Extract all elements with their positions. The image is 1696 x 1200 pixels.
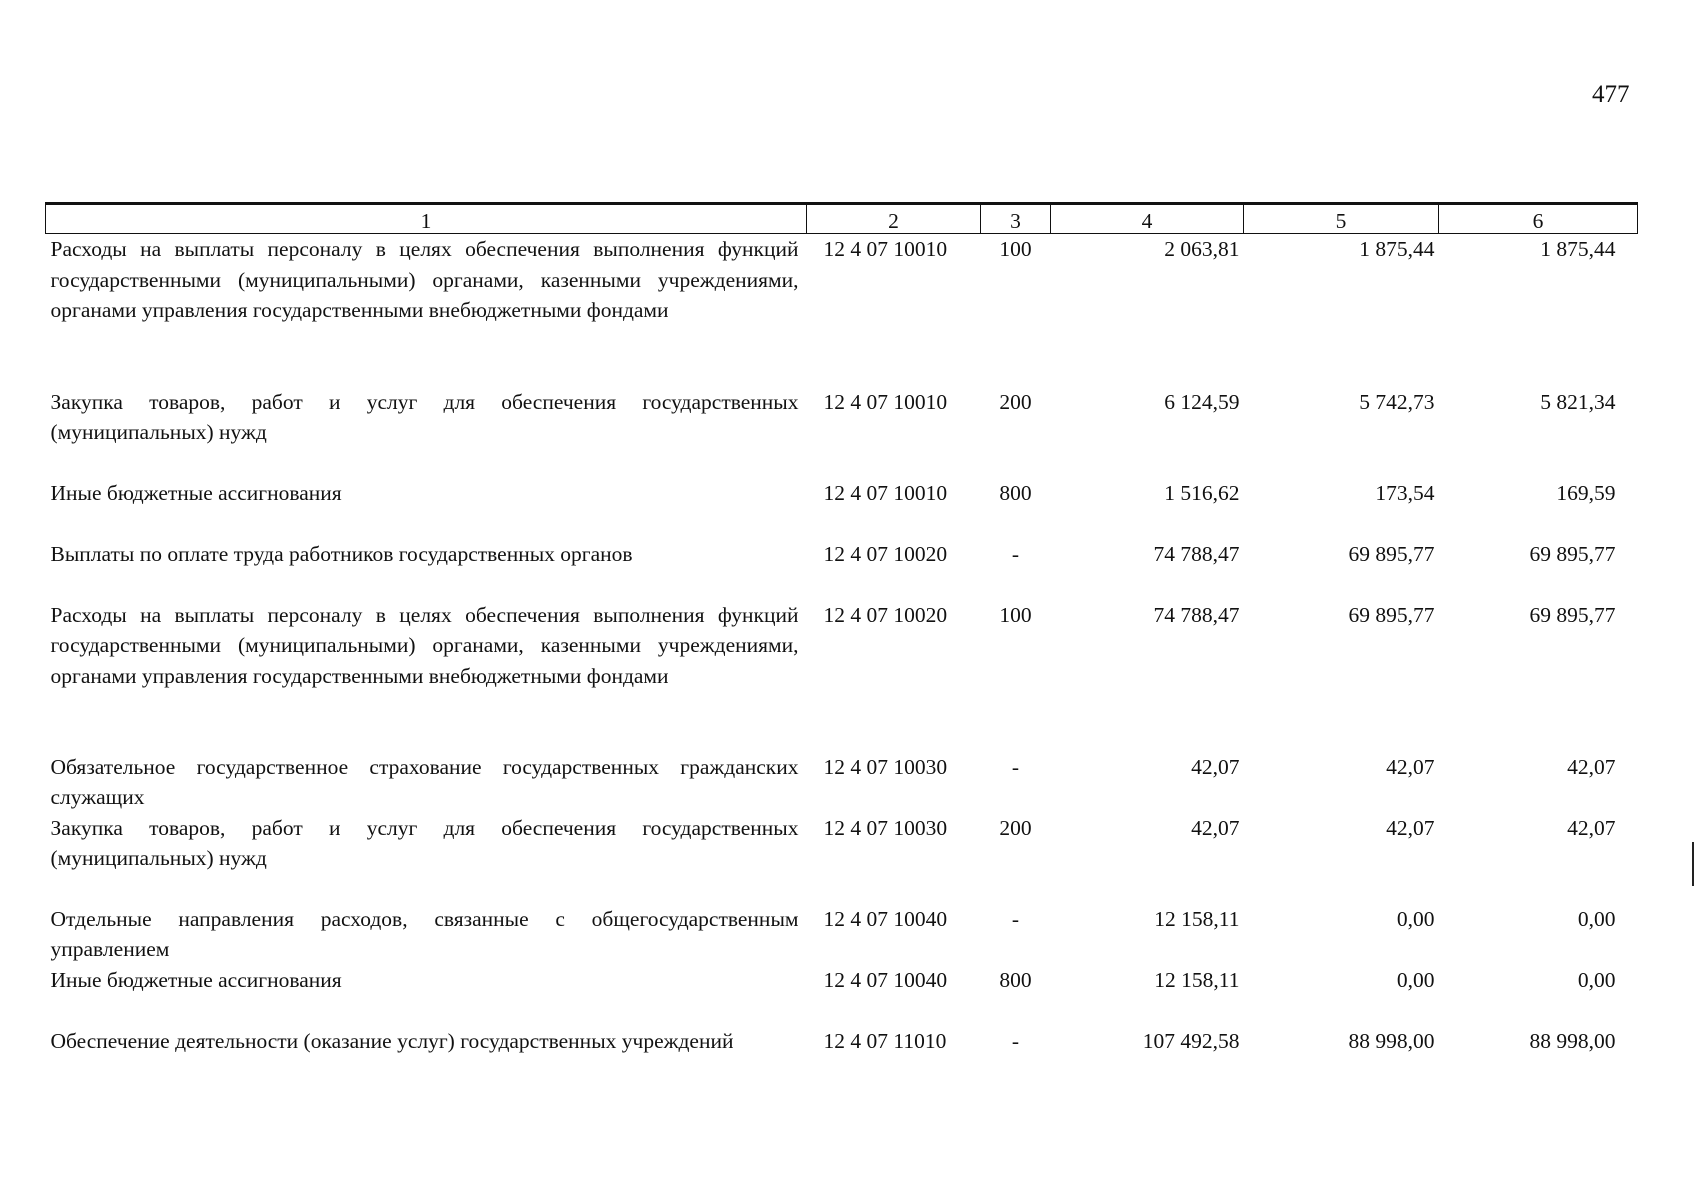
row-expense-type: - <box>1011 906 1020 931</box>
row-value-5: 88 998,00 <box>1348 1028 1435 1053</box>
row-code: 12 4 07 10030 <box>823 754 948 779</box>
budget-table <box>45 202 1638 1096</box>
row-value-6: 0,00 <box>1577 906 1616 931</box>
row-name: Обязательное государственное страхование государственных гражданских служащих <box>50 754 799 809</box>
table-row <box>46 478 1638 539</box>
row-name: Иные бюджетные ассигнования <box>50 480 342 505</box>
row-expense-type: - <box>1011 1028 1020 1053</box>
row-name: Отдельные направления расходов, связанные с общегосударственным управлением <box>50 906 799 961</box>
row-name: Расходы на выплаты персоналу в целях обеспечения выполнения функций государственными (муниципальными) органами, казенными учреждениями, органами управления государственными внебюджетными фондами <box>50 237 799 322</box>
row-value-5: 5 742,73 <box>1359 389 1435 414</box>
row-value-4: 42,07 <box>1191 815 1240 840</box>
row-value-5: 0,00 <box>1396 906 1435 931</box>
row-value-5: 42,07 <box>1386 754 1435 779</box>
row-code: 12 4 07 10010 <box>823 237 948 261</box>
header-col-6: 6 <box>1439 204 1638 234</box>
table-row <box>46 1026 1638 1096</box>
row-name: Иные бюджетные ассигнования <box>50 967 342 992</box>
row-expense-type: - <box>1011 541 1020 566</box>
row-value-5: 42,07 <box>1386 815 1435 840</box>
row-value-6: 88 998,00 <box>1529 1028 1616 1053</box>
row-code: 12 4 07 10020 <box>823 541 948 566</box>
header-col-1: 1 <box>46 204 807 234</box>
header-col-5: 5 <box>1244 204 1439 234</box>
row-expense-type: 200 <box>999 389 1032 414</box>
scan-edge-mark <box>1692 842 1694 886</box>
header-col-2: 2 <box>807 204 981 234</box>
row-code: 12 4 07 10010 <box>823 480 948 505</box>
row-value-6: 169,59 <box>1556 480 1616 505</box>
table-row <box>46 752 1638 813</box>
row-value-5: 69 895,77 <box>1348 602 1435 627</box>
row-value-4: 74 788,47 <box>1153 541 1240 566</box>
table-row <box>46 600 1638 752</box>
row-value-6: 1 875,44 <box>1540 237 1616 261</box>
row-value-4: 12 158,11 <box>1154 906 1240 931</box>
page-number: 477 <box>1592 81 1630 108</box>
table-row <box>46 234 1638 387</box>
row-value-6: 42,07 <box>1567 815 1616 840</box>
header-col-4: 4 <box>1051 204 1244 234</box>
row-name: Обеспечение деятельности (оказание услуг) государственных учреждений <box>50 1028 734 1053</box>
header-row <box>46 204 1638 234</box>
row-value-5: 0,00 <box>1396 967 1435 992</box>
row-value-6: 69 895,77 <box>1529 602 1616 627</box>
row-value-4: 74 788,47 <box>1153 602 1240 627</box>
header-col-3: 3 <box>981 204 1051 234</box>
row-value-4: 12 158,11 <box>1154 967 1240 992</box>
row-name: Выплаты по оплате труда работников государственных органов <box>50 541 633 566</box>
row-code: 12 4 07 10020 <box>823 602 948 627</box>
row-name: Закупка товаров, работ и услуг для обеспечения государственных (муниципальных) нужд <box>50 389 799 444</box>
row-value-5: 69 895,77 <box>1348 541 1435 566</box>
row-name: Расходы на выплаты персоналу в целях обеспечения выполнения функций государственными (муниципальными) органами, казенными учреждениями, органами управления государственными внебюджетными фондами <box>50 602 799 688</box>
row-value-6: 69 895,77 <box>1529 541 1616 566</box>
row-code: 12 4 07 10040 <box>823 906 948 931</box>
row-expense-type: 200 <box>999 815 1032 840</box>
row-value-5: 1 875,44 <box>1359 237 1435 261</box>
row-name: Закупка товаров, работ и услуг для обеспечения государственных (муниципальных) нужд <box>50 815 799 870</box>
table-row <box>46 965 1638 1026</box>
row-value-4: 107 492,58 <box>1142 1028 1240 1053</box>
row-value-6: 42,07 <box>1567 754 1616 779</box>
row-code: 12 4 07 10030 <box>823 815 948 840</box>
row-code: 12 4 07 10010 <box>823 389 948 414</box>
table-row <box>46 904 1638 965</box>
row-expense-type: - <box>1011 754 1020 779</box>
table-row <box>46 813 1638 904</box>
table-body <box>46 234 1638 1096</box>
row-code: 12 4 07 10040 <box>823 967 948 992</box>
row-expense-type: 100 <box>999 602 1032 627</box>
row-expense-type: 800 <box>999 967 1032 992</box>
table-header <box>46 204 1638 234</box>
row-value-4: 42,07 <box>1191 754 1240 779</box>
row-code: 12 4 07 11010 <box>823 1028 947 1053</box>
row-value-4: 2 063,81 <box>1164 237 1240 261</box>
row-value-6: 0,00 <box>1577 967 1616 992</box>
row-value-4: 6 124,59 <box>1164 389 1240 414</box>
row-value-5: 173,54 <box>1375 480 1435 505</box>
table-row <box>46 539 1638 600</box>
row-value-4: 1 516,62 <box>1164 480 1240 505</box>
row-expense-type: 800 <box>999 480 1032 505</box>
row-value-6: 5 821,34 <box>1540 389 1616 414</box>
row-expense-type: 100 <box>999 237 1032 261</box>
table-row <box>46 387 1638 478</box>
